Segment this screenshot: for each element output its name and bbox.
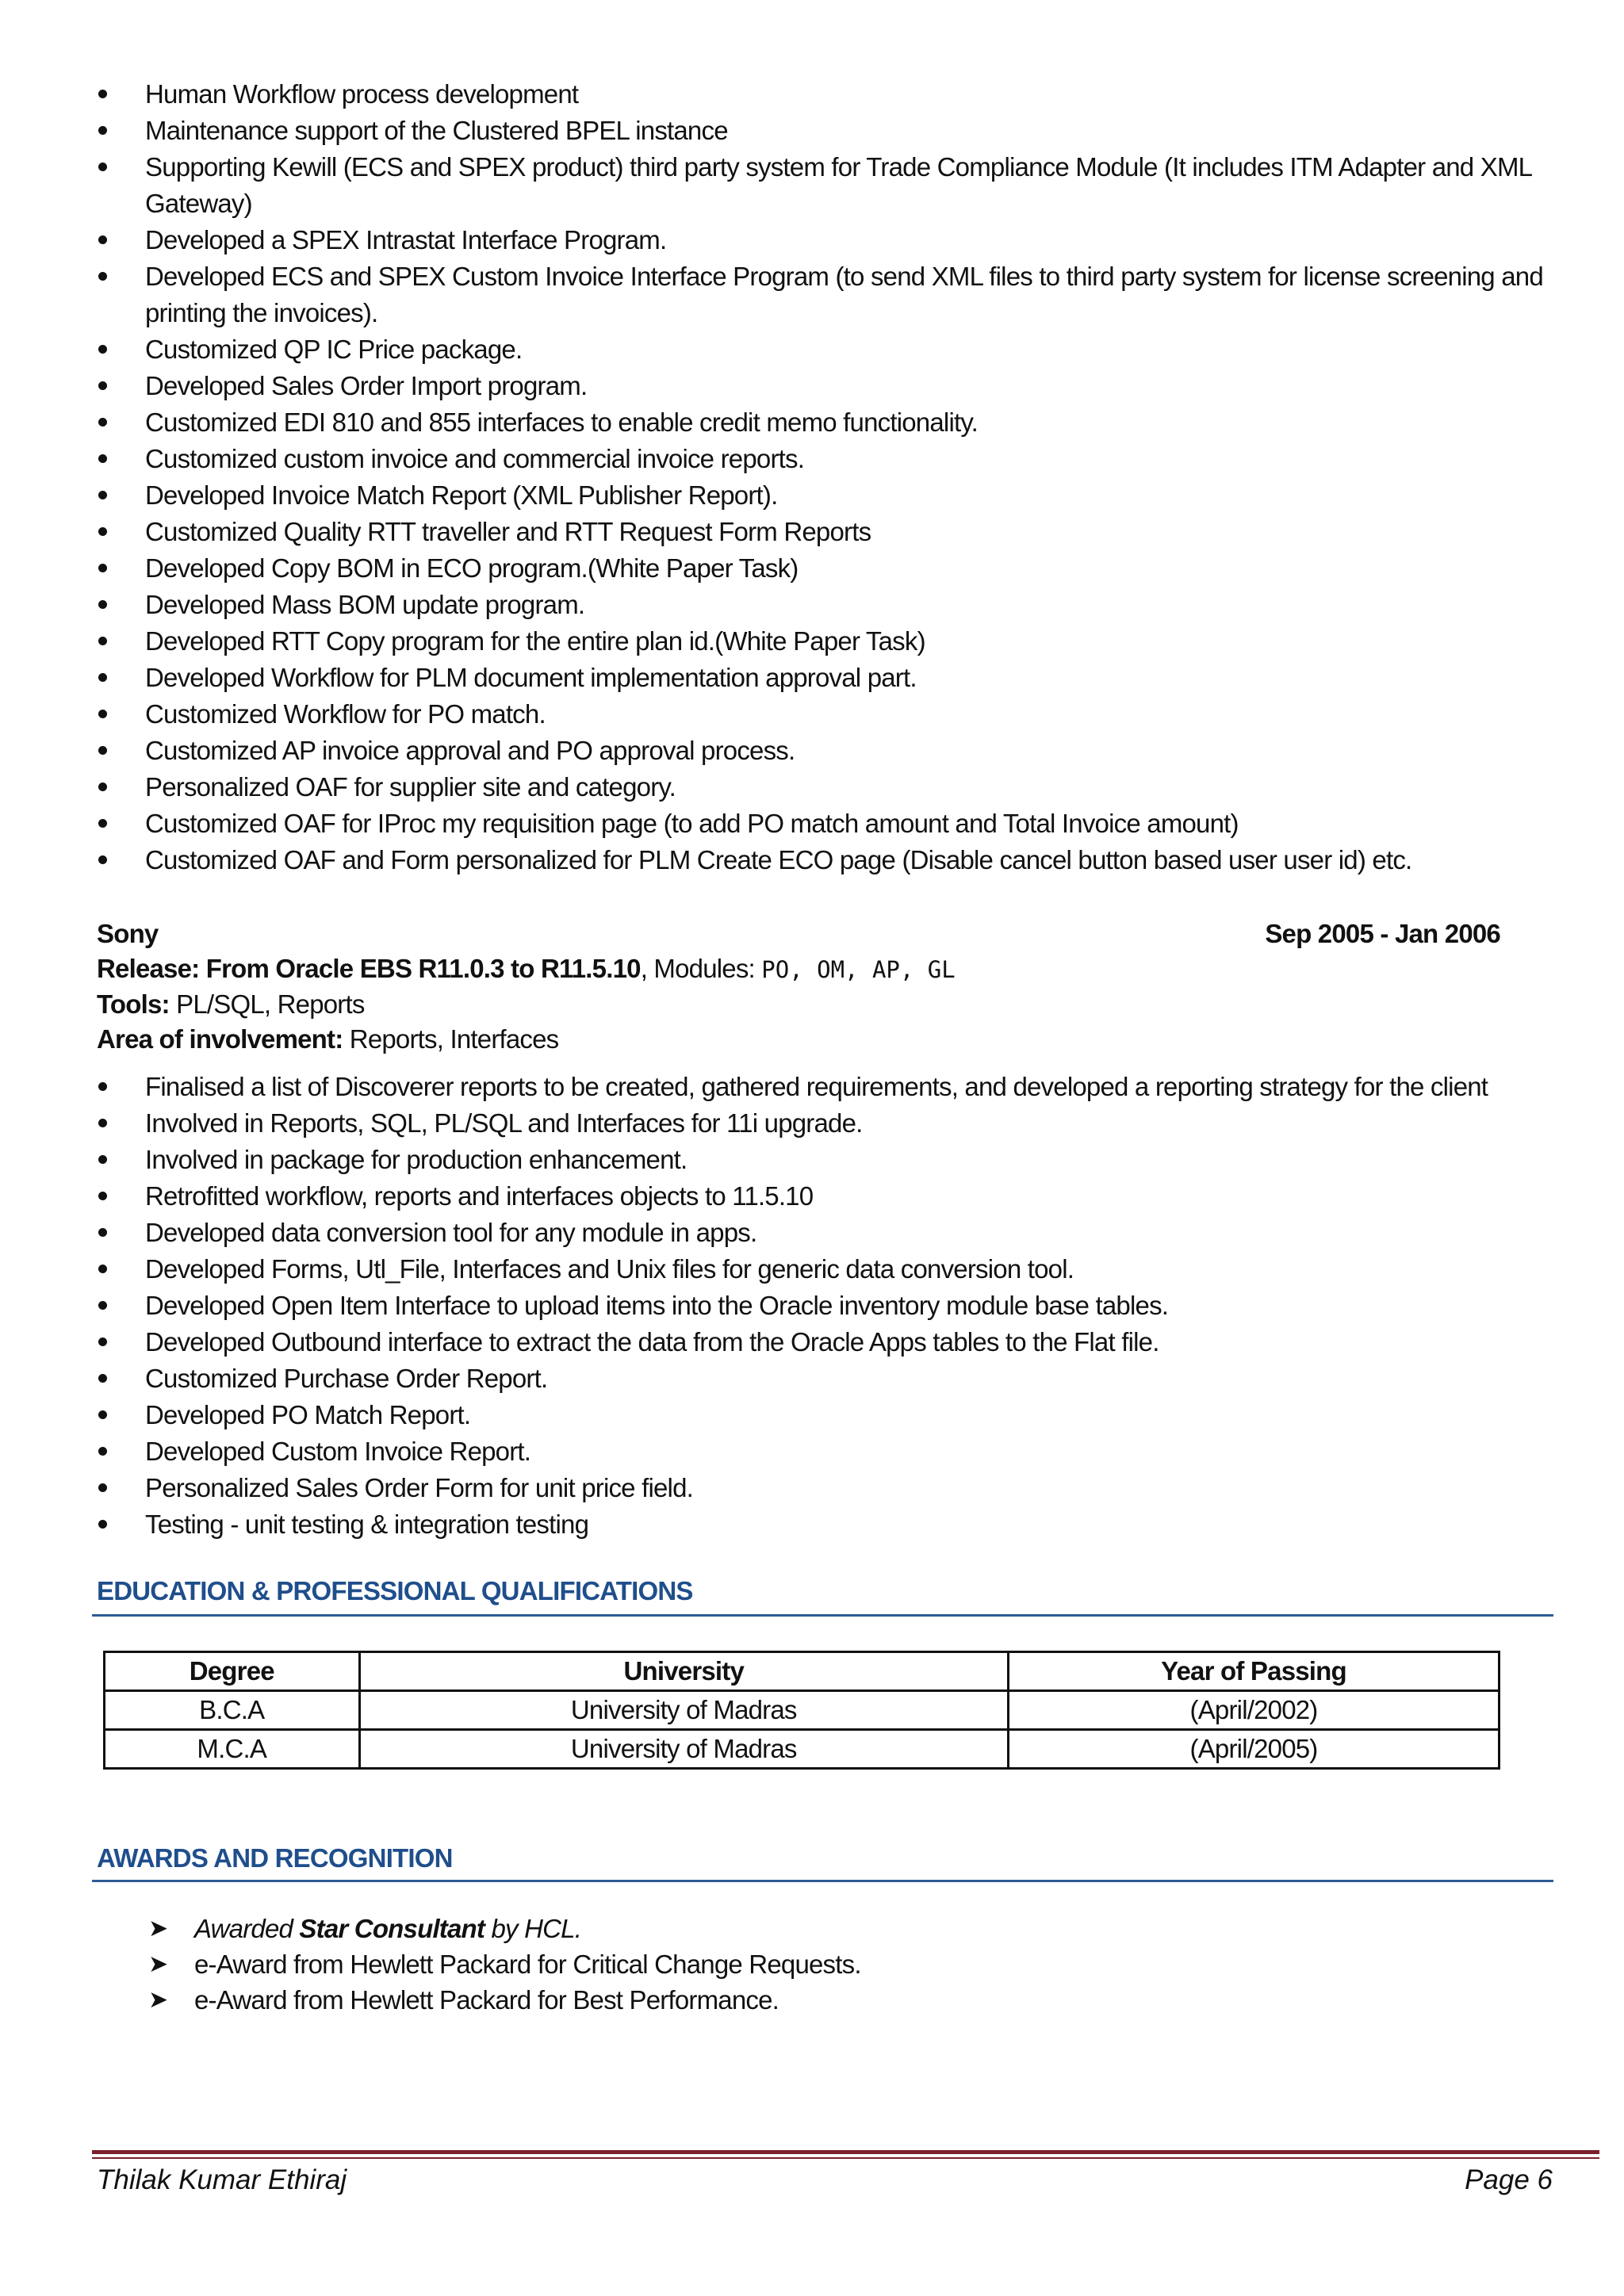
bullet-icon [98,1410,107,1419]
arrow-bullet-icon: ➤ [148,1915,168,1942]
table-row [105,1691,1500,1730]
bullet-icon [98,1447,107,1456]
footer-divider [92,2150,1599,2154]
list-item: Customized EDI 810 and 855 interfaces to enable credit memo functionality. [0,404,1557,441]
bullet-icon [98,855,107,864]
list-item: Developed PO Match Report. [0,1397,1557,1433]
table-header-row [105,1652,1500,1691]
column-header: Year of Passing [1009,1652,1500,1691]
list-item: Human Workflow process development [0,76,1557,113]
job-dates: Sep 2005 - Jan 2006 [1265,919,1500,948]
arrow-bullet-icon: ➤ [148,1987,168,2013]
bullet-icon [98,1520,107,1529]
list-item: Developed Sales Order Import program. [0,368,1557,404]
list-item: Developed Custom Invoice Report. [0,1433,1557,1470]
bullet-icon [98,126,107,135]
list-item: Involved in Reports, SQL, PL/SQL and Interfaces for 11i upgrade. [0,1105,1557,1142]
awards-list [0,1911,861,2018]
bullet-icon [98,90,107,98]
bullet-icon [98,1192,107,1200]
page-footer [97,2164,1553,2196]
bullet-icon [98,564,107,572]
table-cell: (April/2005) [1009,1730,1500,1769]
list-item: Developed ECS and SPEX Custom Invoice Interface Program (to send XML files to third party system for license screening and printing the invoices). [0,258,1557,331]
table-row [105,1730,1500,1769]
list-item: Customized AP invoice approval and PO approval process. [0,733,1557,769]
bullet-icon [98,235,107,244]
footer-author: Thilak Kumar Ethiraj [97,2164,347,2195]
responsibilities-list-2 [0,1069,1557,1543]
bullet-icon [98,1119,107,1127]
modules-value: PO, OM, AP, GL [761,956,956,983]
table-cell: University of Madras [359,1691,1009,1730]
area-label: Area of involvement: [97,1024,343,1054]
table-cell: M.C.A [105,1730,360,1769]
bullet-icon [98,1483,107,1492]
table-cell: University of Madras [359,1730,1009,1769]
bullet-icon [98,272,107,281]
tools-label: Tools: [97,989,170,1019]
column-header: University [359,1652,1009,1691]
list-item: Developed Forms, Utl_File, Interfaces and Unix files for generic data conversion tool. [0,1251,1557,1288]
list-item: Personalized Sales Order Form for unit price field. [0,1470,1557,1506]
list-item: Developed Open Item Interface to upload items into the Oracle inventory module base tables. [0,1288,1557,1324]
bullet-icon [98,819,107,828]
bullet-icon [98,600,107,609]
list-item: Customized custom invoice and commercial invoice reports. [0,441,1557,477]
modules-label: , Modules: [640,954,762,983]
bullet-icon [98,418,107,427]
company-name: Sony [97,919,159,948]
bullet-icon [98,1265,107,1273]
bullet-icon [98,381,107,390]
list-item: Finalised a list of Discoverer reports to be created, gathered requirements, and developed a reporting strategy for the client [0,1069,1557,1105]
tools-line [97,987,1500,1022]
job-title-row [97,916,1500,951]
list-item: Developed Copy BOM in ECO program.(White Paper Task) [0,550,1557,587]
bullet-icon [98,527,107,536]
list-item: Developed data conversion tool for any module in apps. [0,1215,1557,1251]
bullet-icon [98,1082,107,1091]
footer-divider-thin [92,2157,1599,2159]
list-item: Involved in package for production enhancement. [0,1142,1557,1178]
list-item: Customized Purchase Order Report. [0,1360,1557,1397]
list-item: Developed Outbound interface to extract the data from the Oracle Apps tables to the Flat file. [0,1324,1557,1360]
bullet-icon [98,673,107,682]
education-heading: EDUCATION & PROFESSIONAL QUALIFICATIONS [97,1576,693,1605]
bullet-icon [98,783,107,791]
list-item: Developed a SPEX Intrastat Interface Program. [0,222,1557,258]
release-line [97,951,1500,987]
bullet-icon [98,345,107,354]
tools-value: PL/SQL, Reports [169,989,365,1019]
area-value: Reports, Interfaces [343,1024,559,1054]
list-item: Retrofitted workflow, reports and interfaces objects to 11.5.10 [0,1178,1557,1215]
bullet-icon [98,163,107,171]
arrow-bullet-icon: ➤ [148,1951,168,1977]
list-item: Customized Quality RTT traveller and RTT Request Form Reports [0,514,1557,550]
list-item: Customized QP IC Price package. [0,331,1557,368]
list-item: Customized Workflow for PO match. [0,696,1557,733]
responsibilities-list-1 [0,76,1557,878]
bullet-icon [98,1337,107,1346]
list-item: Customized OAF and Form personalized for PLM Create ECO page (Disable cancel button based user user id) etc. [0,842,1557,878]
bullet-icon [98,1374,107,1383]
list-item: Supporting Kewill (ECS and SPEX product) third party system for Trade Compliance Module (It includes ITM Adapter and XML Gateway) [0,149,1557,222]
bullet-icon [98,746,107,755]
bullet-icon [98,637,107,645]
area-line [97,1022,1500,1057]
education-table [103,1651,1500,1770]
bullet-icon [98,491,107,499]
bullet-icon [98,710,107,718]
bullet-icon [98,454,107,463]
awards-heading: AWARDS AND RECOGNITION [97,1843,453,1873]
bullet-icon [98,1155,107,1164]
job-header [97,916,1500,1057]
list-item: ➤ Awarded Star Consultant by HCL. [0,1911,861,1946]
list-item: Developed RTT Copy program for the entire plan id.(White Paper Task) [0,623,1557,660]
education-divider [92,1614,1553,1617]
list-item: ➤ e-Award from Hewlett Packard for Critical Change Requests. [0,1946,861,1982]
list-item: ➤ e-Award from Hewlett Packard for Best Performance. [0,1982,861,2018]
list-item: Developed Invoice Match Report (XML Publisher Report). [0,477,1557,514]
bullet-icon [98,1301,107,1310]
release-label: Release: From Oracle EBS R11.0.3 to R11.5.10 [97,954,641,983]
award-highlight: Star Consultant [299,1914,485,1943]
list-item: Developed Workflow for PLM document implementation approval part. [0,660,1557,696]
list-item: Customized OAF for IProc my requisition page (to add PO match amount and Total Invoice amount) [0,806,1557,842]
table-cell: (April/2002) [1009,1691,1500,1730]
list-item: Testing - unit testing & integration testing [0,1506,1557,1543]
list-item: Maintenance support of the Clustered BPEL instance [0,113,1557,149]
table-cell: B.C.A [105,1691,360,1730]
footer-page-number: Page 6 [1465,2164,1553,2195]
awards-divider [92,1880,1553,1882]
column-header: Degree [105,1652,360,1691]
list-item: Developed Mass BOM update program. [0,587,1557,623]
bullet-icon [98,1228,107,1237]
list-item: Personalized OAF for supplier site and category. [0,769,1557,806]
